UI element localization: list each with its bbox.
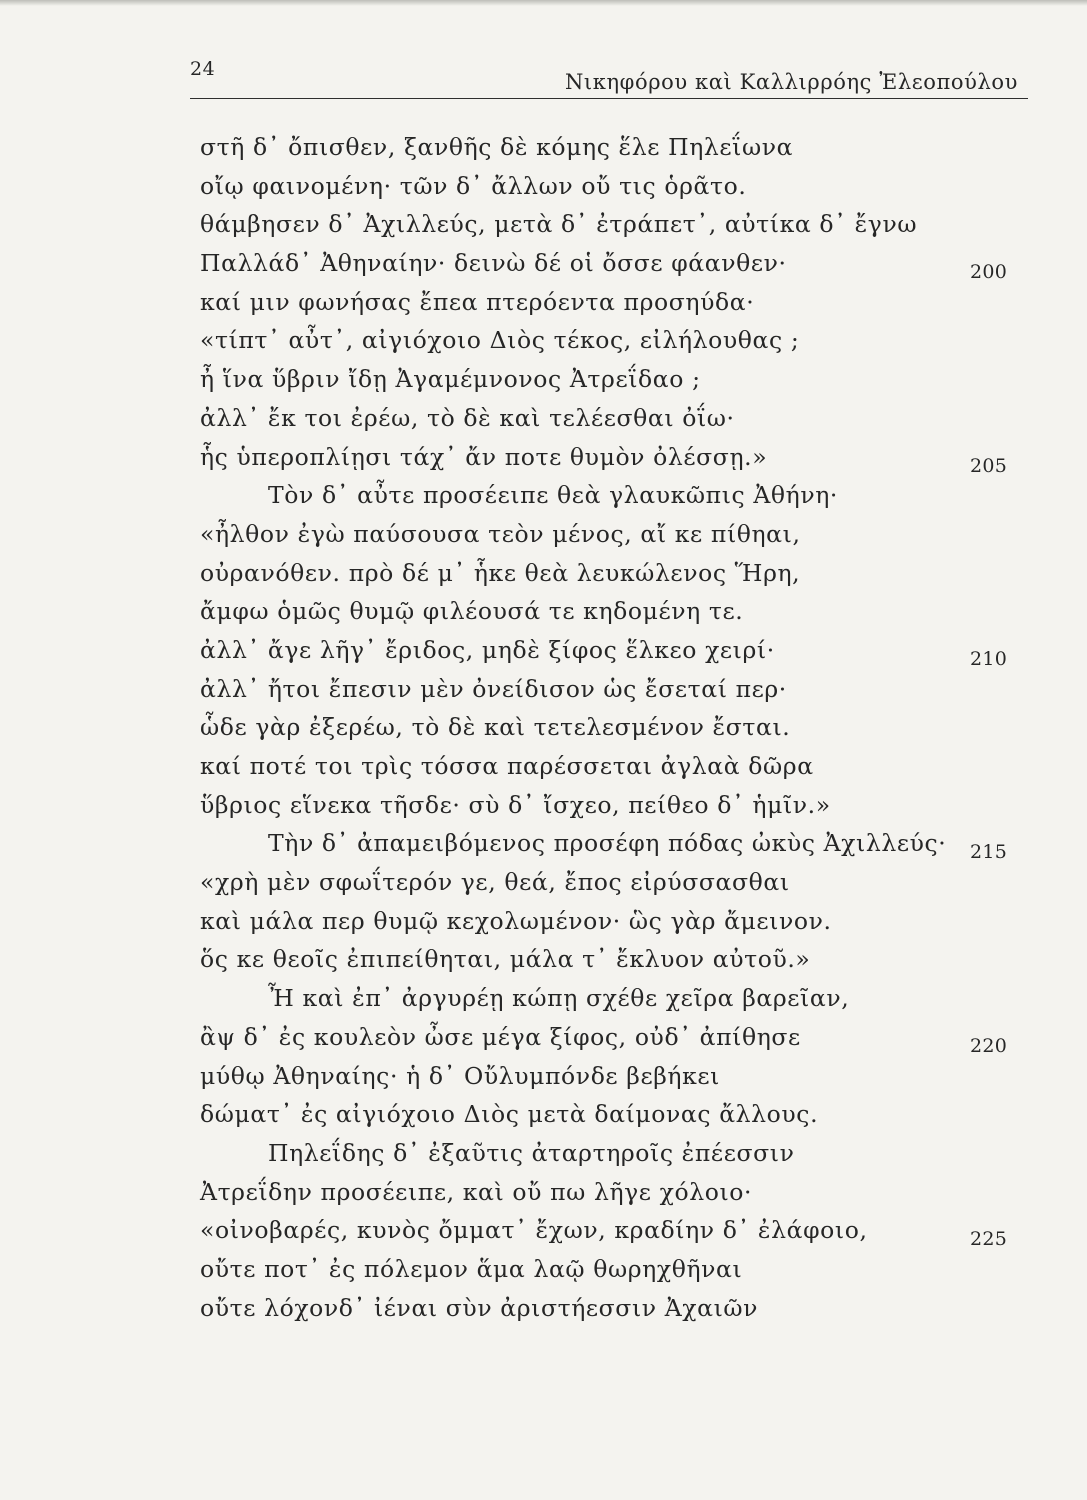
- verse-line: [200, 747, 1020, 786]
- verse-text: Τὴν δ᾽ ἀπαμειβόμενος προσέφη πόδας ὠκὺς Ἀχιλλεύς·: [268, 829, 947, 858]
- header-rule: [190, 98, 1028, 99]
- verse-text: οὔτε ποτ᾽ ἐς πόλεμον ἅμα λαῷ θωρηχθῆναι: [200, 1254, 743, 1283]
- verse-line: [200, 1289, 1020, 1328]
- verse-line: [200, 1250, 1020, 1289]
- verse-text: ἧς ὑπεροπλίῃσι τάχ᾽ ἄν ποτε θυμὸν ὀλέσσῃ.»: [200, 442, 768, 471]
- verse-text: Παλλάδ᾽ Ἀθηναίην· δεινὼ δέ οἱ ὄσσε φάανθεν·: [200, 249, 787, 278]
- verse-text: ὧδε γὰρ ἐξερέω, τὸ δὲ καὶ τετελεσμένον ἔσται.: [200, 713, 791, 742]
- verse-line: [200, 592, 1020, 631]
- line-number: 225: [970, 1228, 1008, 1251]
- verse-text: «τίπτ᾽ αὖτ᾽, αἰγιόχοιο Διὸς τέκος, εἰλήλουθας ;: [200, 326, 800, 355]
- verse-line: [200, 244, 1020, 283]
- verse-line: [200, 438, 1020, 477]
- verse-text: Πηλεΐδης δ᾽ ἐξαῦτις ἀταρτηροῖς ἐπέεσσιν: [268, 1138, 795, 1167]
- verse-text: καί ποτέ τοι τρὶς τόσσα παρέσσεται ἀγλαὰ δῶρα: [200, 752, 814, 780]
- line-number: 200: [970, 261, 1008, 284]
- verse-line: [200, 554, 1020, 593]
- verse-line: [200, 863, 1020, 902]
- verse-line: [200, 824, 1020, 863]
- verse-block: [200, 128, 1020, 1327]
- verse-text: θάμβησεν δ᾽ Ἀχιλλεύς, μετὰ δ᾽ ἐτράπετ᾽, αὐτίκα δ᾽ ἔγνω: [200, 210, 918, 239]
- verse-text: ἀλλ᾽ ἄγε λῆγ᾽ ἔριδος, μηδὲ ξίφος ἕλκεο χειρί·: [200, 635, 775, 664]
- verse-line: [200, 979, 1020, 1018]
- line-number: 215: [970, 841, 1008, 864]
- verse-text: οὐρανόθεν. πρὸ δέ μ᾽ ἧκε θεὰ λευκώλενος Ἥρη,: [200, 558, 801, 587]
- verse-line: [200, 515, 1020, 554]
- verse-text: ὅς κε θεοῖς ἐπιπείθηται, μάλα τ᾽ ἔκλυον αὐτοῦ.»: [200, 945, 811, 974]
- verse-text: ἄμφω ὁμῶς θυμῷ φιλέουσά τε κηδομένη τε.: [200, 597, 744, 626]
- running-title: Νικηφόρου καὶ Καλλιρρόης Ἐλεοπούλου: [564, 70, 1018, 94]
- verse-text: «ἦλθον ἐγὼ παύσουσα τεὸν μένος, αἴ κε πίθηαι,: [200, 519, 801, 548]
- verse-text: μύθῳ Ἀθηναίης· ἡ δ᾽ Οὔλυμπόνδε βεβήκει: [200, 1061, 720, 1090]
- page-number: 24: [190, 58, 216, 80]
- verse-text: Ἀτρεΐδην προσέειπε, καὶ οὔ πω λῆγε χόλοιο·: [200, 1177, 753, 1206]
- verse-line: [200, 1057, 1020, 1096]
- verse-line: [200, 670, 1020, 709]
- verse-text: οὔτε λόχονδ᾽ ἰέναι σὺν ἀριστήεσσιν Ἀχαιῶν: [200, 1293, 759, 1322]
- verse-line: [200, 940, 1020, 979]
- verse-line: [200, 631, 1020, 670]
- verse-text: «οἰνοβαρές, κυνὸς ὄμματ᾽ ἔχων, κραδίην δ᾽ ἐλάφοιο,: [200, 1216, 868, 1245]
- verse-text: δώματ᾽ ἐς αἰγιόχοιο Διὸς μετὰ δαίμονας ἄλλους.: [200, 1100, 819, 1129]
- verse-line: [200, 360, 1020, 399]
- verse-line: [200, 205, 1020, 244]
- line-number: 220: [970, 1034, 1008, 1057]
- line-number: 210: [970, 647, 1008, 670]
- verse-text: καὶ μάλα περ θυμῷ κεχολωμένον· ὣς γὰρ ἄμεινον.: [200, 906, 832, 935]
- verse-line: [200, 1134, 1020, 1173]
- verse-line: [200, 283, 1020, 322]
- page-header: [190, 58, 1030, 98]
- verse-text: ἀλλ᾽ ἤτοι ἔπεσιν μὲν ὀνείδισον ὡς ἔσεταί περ·: [200, 674, 787, 703]
- verse-line: [200, 128, 1020, 167]
- verse-text: Τὸν δ᾽ αὖτε προσέειπε θεὰ γλαυκῶπις Ἀθήνη·: [268, 481, 838, 510]
- line-number: 205: [970, 454, 1008, 477]
- verse-text: στῆ δ᾽ ὄπισθεν, ξανθῆς δὲ κόμης ἕλε Πηλεΐωνα: [200, 133, 794, 161]
- verse-line: [200, 1095, 1020, 1134]
- verse-line: [200, 167, 1020, 206]
- verse-text: οἴῳ φαινομένη· τῶν δ᾽ ἄλλων οὔ τις ὁρᾶτο.: [200, 171, 747, 200]
- verse-text: «χρὴ μὲν σφωΐτερόν γε, θεά, ἔπος εἰρύσσασθαι: [200, 868, 790, 897]
- verse-text: ὕβριος εἵνεκα τῆσδε· σὺ δ᾽ ἴσχεο, πείθεο δ᾽ ἡμῖν.»: [200, 790, 831, 819]
- verse-text: Ἦ καὶ ἐπ᾽ ἀργυρέῃ κώπῃ σχέθε χεῖρα βαρεῖαν,: [268, 984, 850, 1013]
- verse-line: [200, 399, 1020, 438]
- verse-text: ἀλλ᾽ ἔκ τοι ἐρέω, τὸ δὲ καὶ τελέεσθαι ὀΐω·: [200, 403, 735, 432]
- verse-line: [200, 708, 1020, 747]
- verse-line: [200, 1211, 1020, 1250]
- verse-line: [200, 786, 1020, 825]
- verse-line: [200, 476, 1020, 515]
- verse-line: [200, 1018, 1020, 1057]
- page-edge-shadow: [0, 0, 1087, 6]
- verse-text: ἦ ἵνα ὕβριν ἴδῃ Ἀγαμέμνονος Ἀτρεΐδαο ;: [200, 365, 701, 394]
- verse-text: ἂψ δ᾽ ἐς κουλεὸν ὦσε μέγα ξίφος, οὐδ᾽ ἀπίθησε: [200, 1022, 801, 1051]
- verse-line: [200, 902, 1020, 941]
- verse-line: [200, 1173, 1020, 1212]
- verse-line: [200, 321, 1020, 360]
- verse-text: καί μιν φωνήσας ἔπεα πτερόεντα προσηύδα·: [200, 287, 755, 316]
